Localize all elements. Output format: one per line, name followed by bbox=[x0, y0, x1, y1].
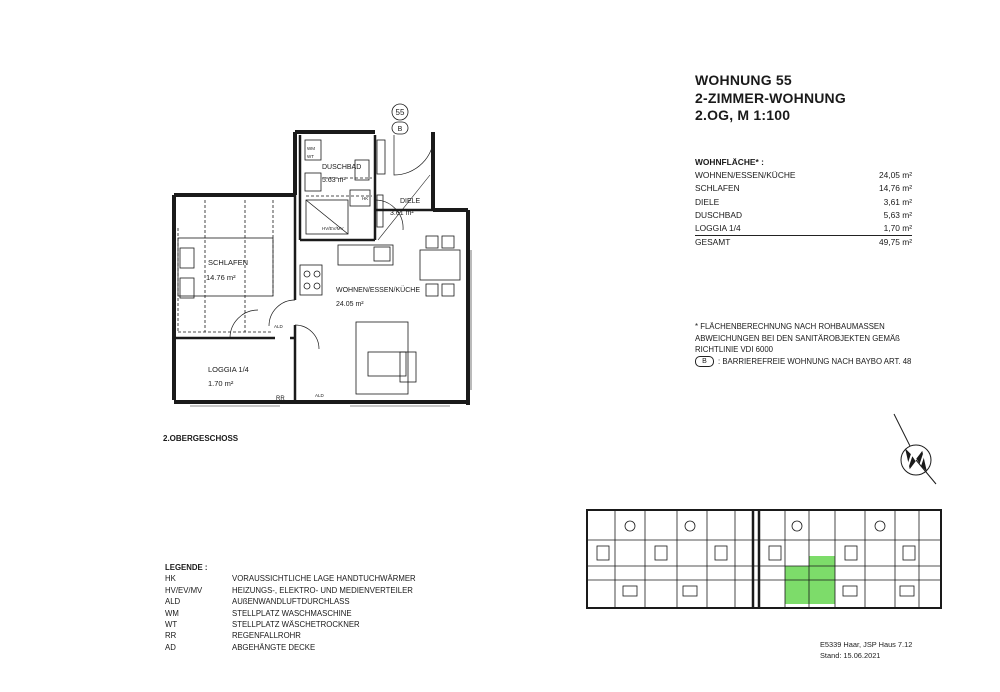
sofa bbox=[356, 322, 416, 394]
legend-heading: LEGENDE : bbox=[165, 563, 208, 572]
legend-item bbox=[165, 642, 416, 653]
sink bbox=[374, 247, 390, 261]
tag-wm: WM bbox=[307, 146, 315, 151]
area-table bbox=[695, 156, 912, 249]
bedroom-door-swing bbox=[269, 300, 295, 326]
dining-table bbox=[420, 250, 460, 280]
stove-burner bbox=[314, 271, 320, 277]
pillow bbox=[180, 278, 194, 298]
project-name: E5339 Haar, JSP Haus 7.12 bbox=[820, 640, 913, 649]
pillow bbox=[180, 248, 194, 268]
room-name-loggia: LOGGIA 1/4 bbox=[208, 365, 249, 374]
area-row bbox=[695, 169, 912, 182]
apartment-type: 2-ZIMMER-WOHNUNG bbox=[695, 89, 846, 106]
area-label: WOHNEN/ESSEN/KÜCHE bbox=[695, 170, 796, 181]
floor-and-scale: 2.OG, M 1:100 bbox=[695, 107, 791, 123]
legend-text: HEIZUNGS-, ELEKTRO- UND MEDIENVERTEILER bbox=[232, 585, 413, 595]
chair bbox=[442, 236, 454, 248]
area-value: 5,63 m² bbox=[883, 209, 912, 220]
tag-ald: ALD bbox=[315, 393, 324, 398]
area-value: 3,61 m² bbox=[883, 196, 912, 207]
room-area-duschbad: 5.63 m² bbox=[322, 177, 346, 184]
tag-wt: WT bbox=[307, 154, 314, 159]
legend-abbr: RR bbox=[165, 631, 177, 641]
note-line: RICHTLINIE VDI 6000 bbox=[695, 345, 773, 354]
stove-burner bbox=[314, 283, 320, 289]
area-row bbox=[695, 209, 912, 222]
legend-text: ABGEHÄNGTE DECKE bbox=[232, 642, 316, 652]
area-total-row bbox=[695, 236, 912, 249]
legend-item bbox=[165, 630, 416, 641]
legend-abbr: AD bbox=[165, 642, 176, 652]
legend-item bbox=[165, 596, 416, 607]
project-footer bbox=[820, 640, 912, 661]
stove-burner bbox=[304, 283, 310, 289]
kitchen-counter bbox=[338, 245, 393, 265]
area-label: DUSCHBAD bbox=[695, 209, 742, 220]
entry-door-swing bbox=[394, 135, 434, 175]
chair bbox=[426, 236, 438, 248]
north-arrow-icon bbox=[892, 412, 942, 488]
unit-number: 55 bbox=[395, 108, 405, 117]
room-name-duschbad: DUSCHBAD bbox=[322, 164, 362, 171]
floor-label: 2.OBERGESCHOSS bbox=[163, 434, 239, 443]
area-value: 14,76 m² bbox=[878, 183, 912, 194]
room-name-wohnen: WOHNEN/ESSEN/KÜCHE bbox=[336, 287, 421, 294]
revision-date: Stand: 15.06.2021 bbox=[820, 650, 881, 660]
area-row bbox=[695, 196, 912, 209]
dining-set bbox=[420, 236, 460, 296]
legend-item bbox=[165, 573, 416, 584]
room-name-diele: DIELE bbox=[400, 198, 421, 205]
area-row bbox=[695, 182, 912, 195]
diele-diagonal bbox=[378, 175, 430, 240]
chair bbox=[426, 284, 438, 296]
room-area-wohnen: 24.05 m² bbox=[336, 301, 364, 308]
bathroom-fixtures bbox=[305, 140, 385, 234]
barrier-free-text: : BARRIEREFREIE WOHNUNG NACH BAYBO ART. 48 bbox=[718, 356, 912, 366]
chair bbox=[442, 284, 454, 296]
stove-burner bbox=[304, 271, 310, 277]
barrier-free-badge: B bbox=[695, 356, 714, 367]
legend-text: AUßENWANDLUFTDURCHLASS bbox=[232, 597, 350, 607]
barrier-free-note bbox=[695, 356, 911, 368]
dryer bbox=[305, 173, 321, 191]
title-block bbox=[695, 72, 846, 125]
area-value: 1,70 m² bbox=[883, 223, 912, 234]
area-label: SCHLAFEN bbox=[695, 183, 740, 194]
legend-text: REGENFALLROHR bbox=[232, 631, 301, 641]
unit-badge: B bbox=[397, 126, 403, 133]
area-row bbox=[695, 222, 912, 236]
building-key-plan bbox=[585, 508, 945, 612]
area-value: 24,05 m² bbox=[878, 170, 912, 181]
legend-item bbox=[165, 619, 416, 630]
tag-hk: HK bbox=[362, 196, 369, 201]
loggia-door-swing bbox=[230, 310, 258, 338]
room-area-loggia: 1.70 m² bbox=[208, 379, 234, 388]
room-area-diele: 3.61 m² bbox=[390, 210, 414, 217]
tag-hvevmv: HV/EV/MV bbox=[322, 226, 344, 231]
legend-abbr: WT bbox=[165, 620, 178, 630]
legend-abbr: HK bbox=[165, 574, 176, 584]
note-line: ABWEICHUNGEN BEI DEN SANITÄROBJEKTEN GEMÄß bbox=[695, 333, 900, 343]
note-line: * FLÄCHENBERECHNUNG NACH ROHBAUMASSEN bbox=[695, 322, 885, 331]
legend bbox=[165, 562, 416, 653]
key-plan-outline bbox=[587, 510, 941, 608]
legend-abbr: ALD bbox=[165, 597, 181, 607]
notes bbox=[695, 321, 911, 367]
legend-item bbox=[165, 608, 416, 619]
legend-text: STELLPLATZ WÄSCHETROCKNER bbox=[232, 620, 360, 630]
area-label: DIELE bbox=[695, 196, 720, 207]
area-table-heading: WOHNFLÄCHE* : bbox=[695, 157, 764, 167]
kitchen-counter bbox=[300, 265, 322, 295]
floor-plan-drawing bbox=[150, 100, 490, 430]
legend-text: VORAUSSICHTLICHE LAGE HANDTUCHWÄRMER bbox=[232, 574, 416, 584]
area-label: GESAMT bbox=[695, 237, 731, 248]
legend-abbr: WM bbox=[165, 608, 179, 618]
legend-item bbox=[165, 585, 416, 596]
shelf bbox=[377, 140, 385, 174]
room-area-schlafen: 14.76 m² bbox=[206, 273, 236, 282]
bed-frame bbox=[178, 238, 273, 296]
apartment-number: WOHNUNG 55 bbox=[695, 72, 792, 88]
living-door-swing bbox=[295, 325, 319, 349]
area-value: 49,75 m² bbox=[878, 237, 912, 248]
tag-rr: RR bbox=[276, 396, 285, 402]
legend-abbr: HV/EV/MV bbox=[165, 585, 203, 595]
room-name-schlafen: SCHLAFEN bbox=[208, 258, 249, 267]
legend-text: STELLPLATZ WASCHMASCHINE bbox=[232, 608, 352, 618]
area-label: LOGGIA 1/4 bbox=[695, 223, 741, 234]
tag-ald: ALD bbox=[274, 324, 283, 329]
